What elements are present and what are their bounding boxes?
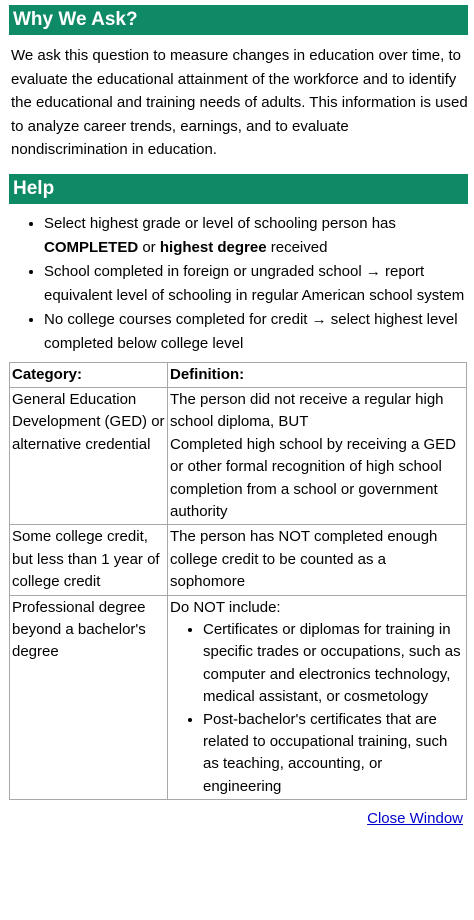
table-row (10, 387, 467, 524)
definition-line: The person has NOT completed enough college credit to be counted as a sophomore (170, 528, 438, 591)
definition-cell (168, 525, 467, 595)
definition-column-header: Definition: (168, 362, 467, 387)
emphasis-highest-degree: highest degree (159, 238, 267, 256)
exclusion-list (170, 619, 464, 798)
category-cell: Some college credit, but less than 1 year of college credit (10, 525, 168, 595)
footer (9, 810, 468, 827)
help-item-text: received (266, 238, 328, 256)
help-list (9, 212, 468, 356)
exclusion-item: • Certificates or diplomas for training in specific trades or occupations, such as computer and electronics technology, medical assistant, or cosmetology (203, 619, 464, 709)
exclusion-item: • Post-bachelor's certificates that are related to occupational training, such as teaching, accounting, or engineering (203, 709, 464, 799)
definition-line: Completed high school by receiving a GED or other formal recognition of high school completion from a school or government authority (170, 435, 456, 520)
help-item-completed (44, 212, 468, 260)
help-heading: Help (9, 174, 468, 204)
table-row (10, 595, 467, 800)
definitions-table (9, 362, 467, 801)
category-column-header: Category: (10, 362, 168, 387)
definition-cell (168, 595, 467, 800)
why-we-ask-heading: Why We Ask? (9, 5, 468, 35)
definition-line: The person did not receive a regular high school diploma, BUT (170, 390, 444, 431)
help-item-no-college: • No college courses completed for credit → select highest level completed below college level (44, 308, 468, 356)
definition-cell (168, 387, 467, 524)
definition-line: Do NOT include: (170, 598, 281, 616)
close-window-link[interactable]: Close Window (367, 810, 463, 828)
emphasis-completed: COMPLETED (44, 238, 139, 256)
category-cell: Professional degree beyond a bachelor's degree (10, 595, 168, 800)
table-row (10, 525, 467, 595)
help-item-foreign-school: • School completed in foreign or ungraded school → report equivalent level of schooling in regular American school system (44, 260, 468, 308)
why-we-ask-text: We ask this question to measure changes in education over time, to evaluate the educational attainment of the workforce and to identify the educational and training needs of adults. This information is used to analyze career trends, earnings, and to evaluate nondiscrimination in education. (11, 47, 468, 158)
table-header-row (10, 362, 467, 387)
help-item-text: or (138, 238, 160, 256)
help-item-text: Select highest grade or level of schooling person has (44, 214, 396, 232)
category-cell: General Education Development (GED) or alternative credential (10, 387, 168, 524)
